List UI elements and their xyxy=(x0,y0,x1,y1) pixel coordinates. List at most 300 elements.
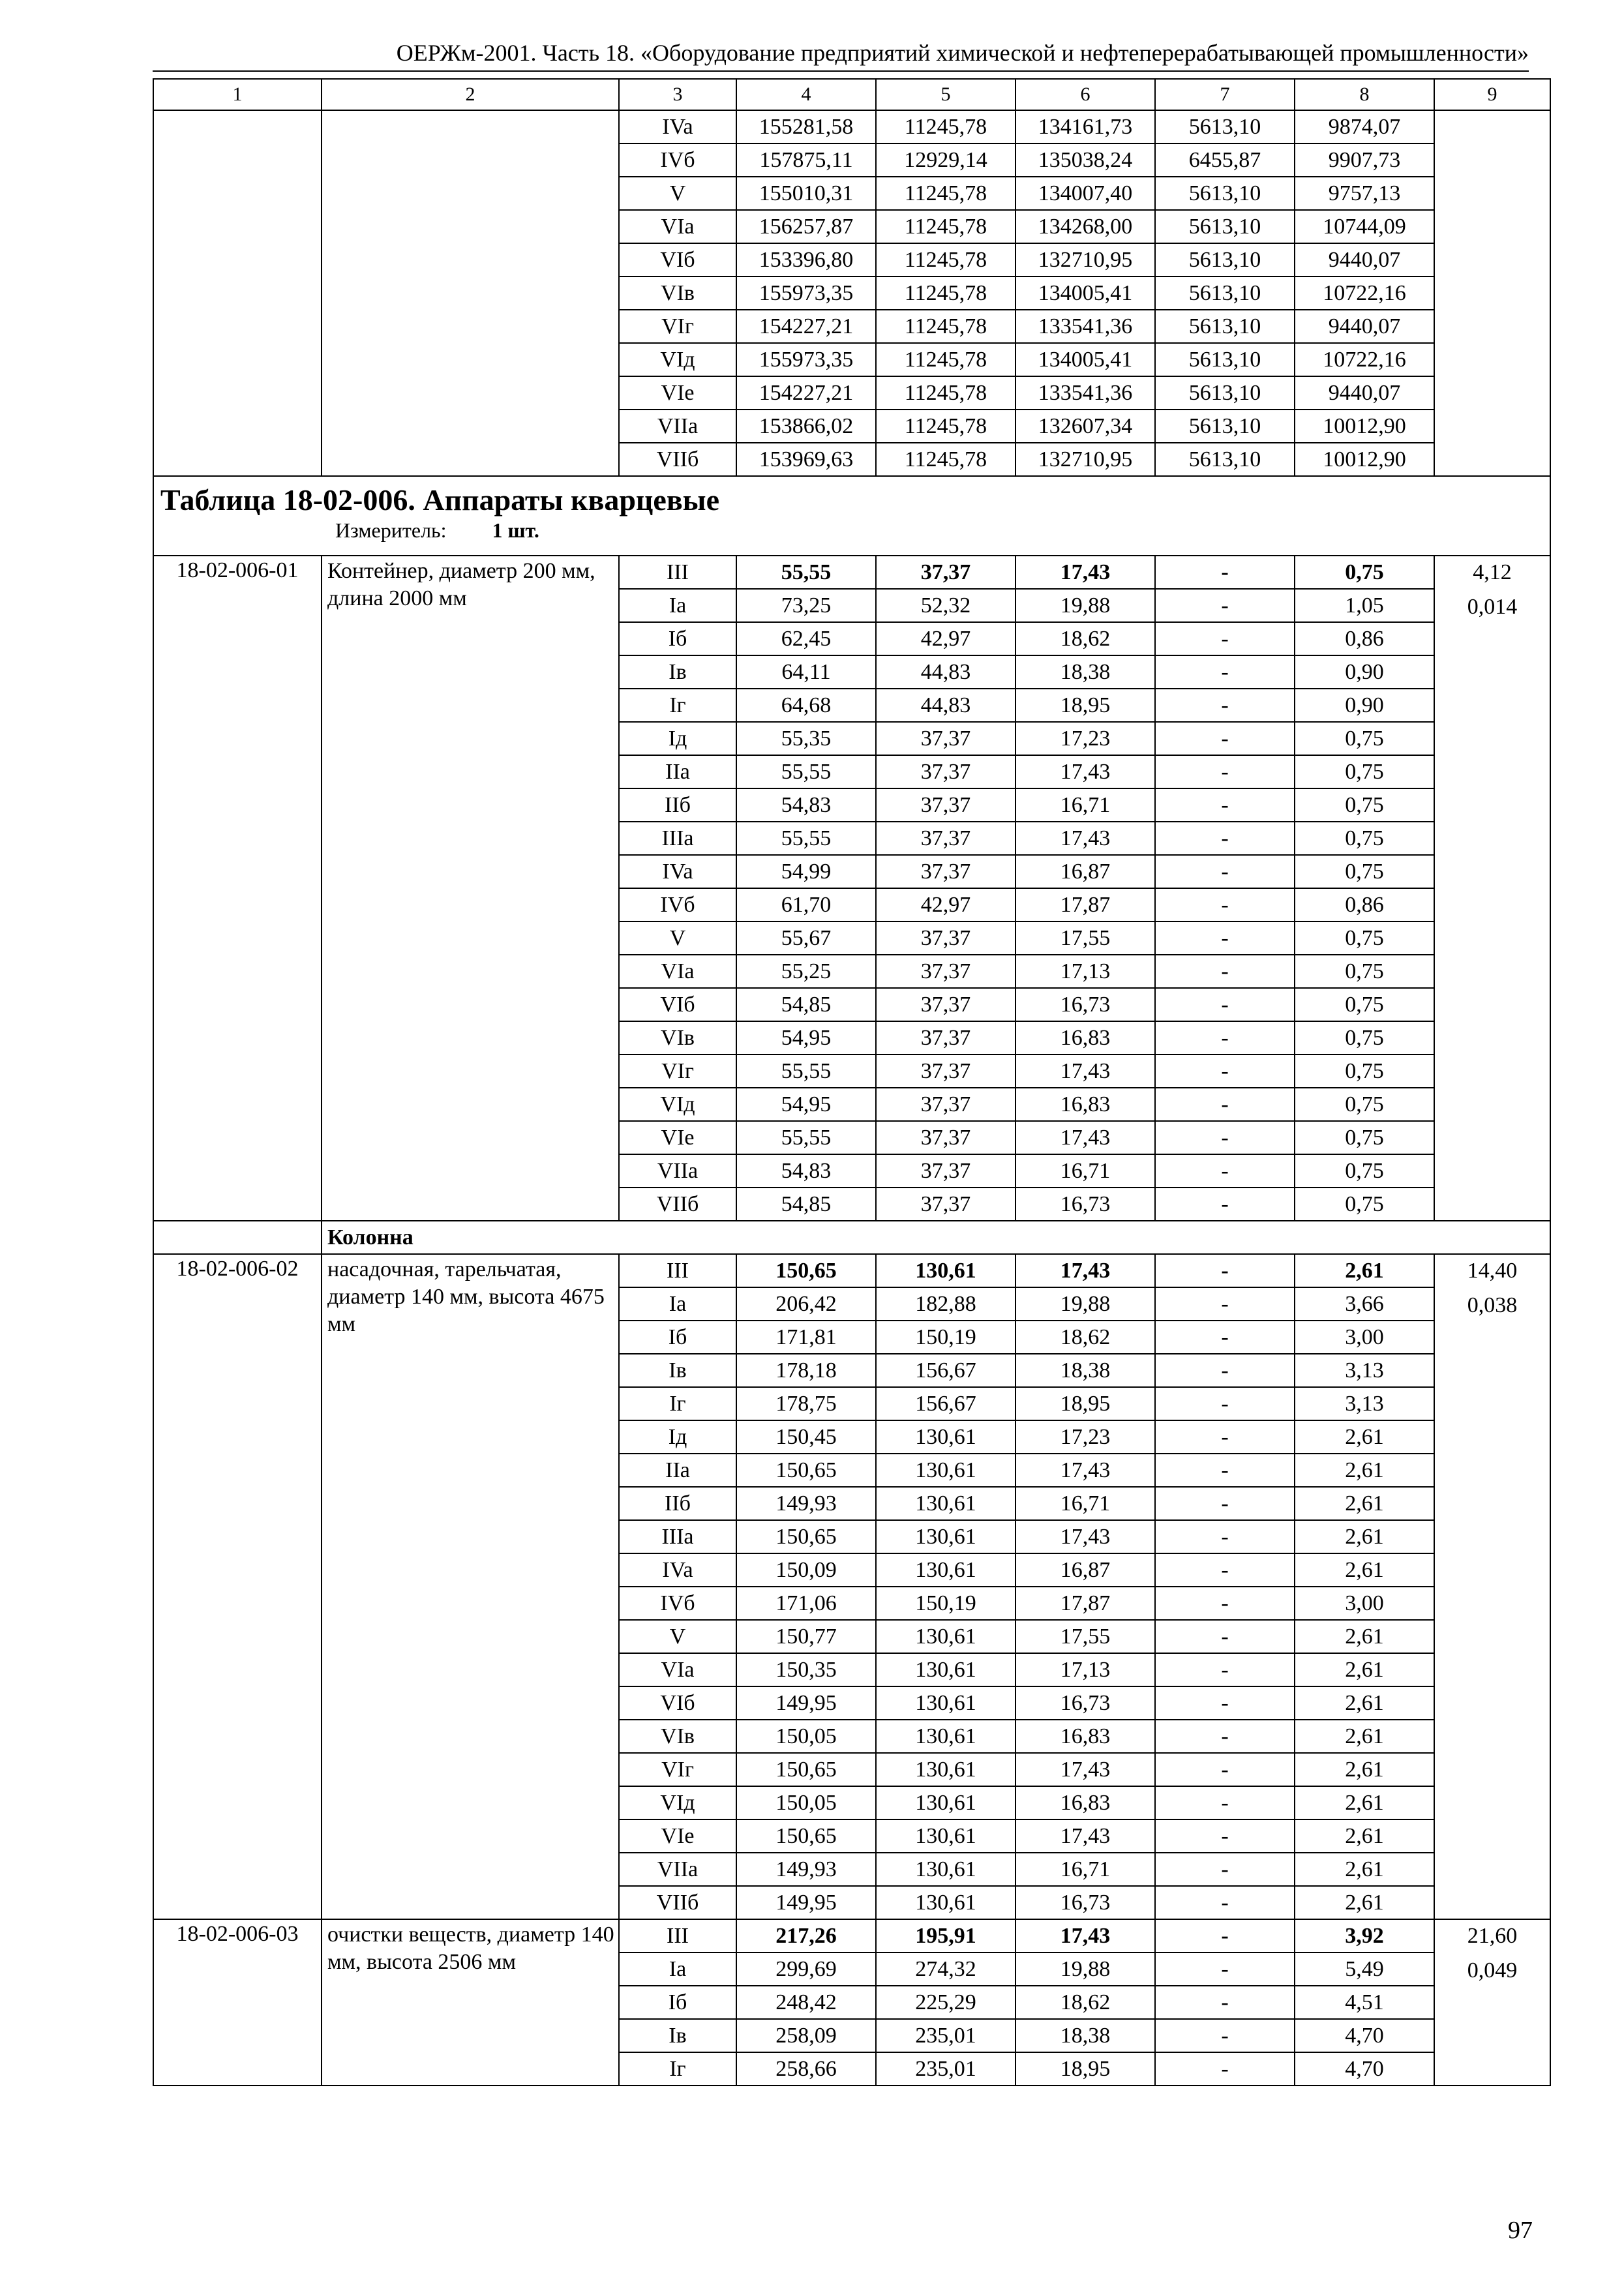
value-cell: - xyxy=(1155,1121,1295,1154)
value-cell: 11245,78 xyxy=(876,177,1015,210)
value-cell: 130,61 xyxy=(876,1487,1015,1520)
value-cell: 16,87 xyxy=(1015,855,1155,888)
value-cell: 2,61 xyxy=(1295,1819,1434,1853)
value-cell: 18,38 xyxy=(1015,2019,1155,2052)
zone-cell: V xyxy=(619,177,736,210)
table-row xyxy=(153,110,1550,143)
column-number: 4 xyxy=(736,79,876,110)
value-cell: 73,25 xyxy=(736,589,876,622)
table-body xyxy=(153,79,1550,2086)
zone-cell: Iв xyxy=(619,1354,736,1387)
value-cell: 178,18 xyxy=(736,1354,876,1387)
value-cell: 17,43 xyxy=(1015,556,1155,589)
value-cell: 130,61 xyxy=(876,1720,1015,1753)
value-cell: 10012,90 xyxy=(1295,410,1434,443)
value-cell: 134005,41 xyxy=(1015,277,1155,310)
value-cell: 17,55 xyxy=(1015,1620,1155,1653)
zone-cell: Iб xyxy=(619,1321,736,1354)
value-cell: 37,37 xyxy=(876,921,1015,955)
value-cell: 132607,34 xyxy=(1015,410,1155,443)
column-number-row xyxy=(153,79,1550,110)
page-header: ОЕРЖм-2001. Часть 18. «Оборудование предприятий химической и нефтеперерабатывающей промышленности» xyxy=(153,39,1529,72)
value-cell: 157875,11 xyxy=(736,143,876,177)
value-cell: 258,66 xyxy=(736,2052,876,2086)
value-cell: 150,65 xyxy=(736,1254,876,1287)
value-cell: 154227,21 xyxy=(736,310,876,343)
value-cell: 11245,78 xyxy=(876,310,1015,343)
value-cell: 16,71 xyxy=(1015,788,1155,822)
value-cell: 195,91 xyxy=(876,1919,1015,1952)
value-cell: 206,42 xyxy=(736,1287,876,1321)
value-cell: 4,51 xyxy=(1295,1986,1434,2019)
item-resource-cell xyxy=(1434,556,1550,1221)
value-cell: 134005,41 xyxy=(1015,343,1155,376)
value-cell: - xyxy=(1155,955,1295,988)
zone-cell: VIб xyxy=(619,1686,736,1720)
zone-cell: IIIa xyxy=(619,822,736,855)
value-cell: - xyxy=(1155,1021,1295,1055)
zone-cell: VIд xyxy=(619,1786,736,1819)
zone-cell: Iг xyxy=(619,689,736,722)
measure-label: Измеритель: xyxy=(335,518,447,542)
value-cell: 37,37 xyxy=(876,1188,1015,1221)
value-cell: 18,62 xyxy=(1015,622,1155,655)
value-cell: 11245,78 xyxy=(876,343,1015,376)
value-cell: 54,95 xyxy=(736,1021,876,1055)
item-resource-value: 0,038 xyxy=(1467,1293,1518,1317)
value-cell: 130,61 xyxy=(876,1786,1015,1819)
zone-cell: IIб xyxy=(619,788,736,822)
table-row xyxy=(153,1254,1550,1287)
value-cell: 150,09 xyxy=(736,1553,876,1587)
value-cell: 0,75 xyxy=(1295,1154,1434,1188)
value-cell: 11245,78 xyxy=(876,277,1015,310)
value-cell: 2,61 xyxy=(1295,1886,1434,1919)
value-cell: 17,43 xyxy=(1015,1055,1155,1088)
empty-cell xyxy=(1434,110,1550,476)
value-cell: 134268,00 xyxy=(1015,210,1155,243)
item-resource-value: 21,60 xyxy=(1467,1924,1518,1948)
column-number: 7 xyxy=(1155,79,1295,110)
value-cell: 17,43 xyxy=(1015,755,1155,788)
value-cell: 11245,78 xyxy=(876,376,1015,410)
value-cell: 55,67 xyxy=(736,921,876,955)
zone-cell: VIг xyxy=(619,1753,736,1786)
value-cell: 5,49 xyxy=(1295,1952,1434,1986)
value-cell: 2,61 xyxy=(1295,1786,1434,1819)
value-cell: 2,61 xyxy=(1295,1487,1434,1520)
value-cell: 42,97 xyxy=(876,622,1015,655)
value-cell: - xyxy=(1155,1587,1295,1620)
value-cell: - xyxy=(1155,1487,1295,1520)
zone-cell: VIIa xyxy=(619,1154,736,1188)
zone-cell: VIб xyxy=(619,243,736,277)
value-cell: 10012,90 xyxy=(1295,443,1434,476)
value-cell: 0,90 xyxy=(1295,689,1434,722)
value-cell: 17,87 xyxy=(1015,1587,1155,1620)
value-cell: 55,35 xyxy=(736,722,876,755)
value-cell: - xyxy=(1155,1620,1295,1653)
value-cell: 55,25 xyxy=(736,955,876,988)
value-cell: - xyxy=(1155,1986,1295,2019)
value-cell: 5613,10 xyxy=(1155,177,1295,210)
zone-cell: Ia xyxy=(619,1952,736,1986)
value-cell: 130,61 xyxy=(876,1686,1015,1720)
zone-cell: V xyxy=(619,1620,736,1653)
value-cell: 37,37 xyxy=(876,1121,1015,1154)
value-cell: 5613,10 xyxy=(1155,110,1295,143)
value-cell: 3,13 xyxy=(1295,1387,1434,1420)
value-cell: 130,61 xyxy=(876,1886,1015,1919)
value-cell: 9440,07 xyxy=(1295,243,1434,277)
value-cell: 11245,78 xyxy=(876,243,1015,277)
value-cell: 0,75 xyxy=(1295,1188,1434,1221)
value-cell: 37,37 xyxy=(876,1055,1015,1088)
value-cell: 16,71 xyxy=(1015,1853,1155,1886)
value-cell: 0,75 xyxy=(1295,921,1434,955)
value-cell: 17,43 xyxy=(1015,1819,1155,1853)
value-cell: 37,37 xyxy=(876,955,1015,988)
zone-cell: VIe xyxy=(619,376,736,410)
value-cell: 42,97 xyxy=(876,888,1015,921)
value-cell: 4,70 xyxy=(1295,2052,1434,2086)
value-cell: 274,32 xyxy=(876,1952,1015,1986)
value-cell: 61,70 xyxy=(736,888,876,921)
value-cell: 0,75 xyxy=(1295,955,1434,988)
value-cell: - xyxy=(1155,822,1295,855)
value-cell: 17,43 xyxy=(1015,1254,1155,1287)
zone-cell: VIв xyxy=(619,1720,736,1753)
table-title: Таблица 18-02-006. Аппараты кварцевые xyxy=(160,483,719,516)
table-row xyxy=(153,1919,1550,1952)
value-cell: 17,55 xyxy=(1015,921,1155,955)
value-cell: 150,65 xyxy=(736,1819,876,1853)
value-cell: 2,61 xyxy=(1295,1420,1434,1454)
zone-cell: VIд xyxy=(619,343,736,376)
value-cell: - xyxy=(1155,622,1295,655)
value-cell: 5613,10 xyxy=(1155,310,1295,343)
zone-cell: VIIa xyxy=(619,410,736,443)
value-cell: 156257,87 xyxy=(736,210,876,243)
value-cell: 0,86 xyxy=(1295,622,1434,655)
value-cell: - xyxy=(1155,1720,1295,1753)
value-cell: 16,87 xyxy=(1015,1553,1155,1587)
value-cell: 171,06 xyxy=(736,1587,876,1620)
value-cell: 0,75 xyxy=(1295,722,1434,755)
value-cell: 0,75 xyxy=(1295,988,1434,1021)
value-cell: - xyxy=(1155,1653,1295,1686)
value-cell: 3,00 xyxy=(1295,1321,1434,1354)
value-cell: 16,73 xyxy=(1015,1686,1155,1720)
value-cell: 55,55 xyxy=(736,1121,876,1154)
value-cell: 0,75 xyxy=(1295,556,1434,589)
value-cell: 150,35 xyxy=(736,1653,876,1686)
value-cell: 154227,21 xyxy=(736,376,876,410)
value-cell: 17,13 xyxy=(1015,955,1155,988)
zone-cell: IIa xyxy=(619,755,736,788)
value-cell: 18,38 xyxy=(1015,1354,1155,1387)
value-cell: 150,05 xyxy=(736,1720,876,1753)
value-cell: 0,75 xyxy=(1295,855,1434,888)
value-cell: 130,61 xyxy=(876,1520,1015,1553)
zone-cell: VIв xyxy=(619,1021,736,1055)
value-cell: 54,83 xyxy=(736,1154,876,1188)
column-number: 6 xyxy=(1015,79,1155,110)
column-number: 8 xyxy=(1295,79,1434,110)
value-cell: 37,37 xyxy=(876,988,1015,1021)
value-cell: - xyxy=(1155,689,1295,722)
value-cell: 155973,35 xyxy=(736,277,876,310)
value-cell: 2,61 xyxy=(1295,1720,1434,1753)
value-cell: 2,61 xyxy=(1295,1254,1434,1287)
zone-cell: VIe xyxy=(619,1121,736,1154)
value-cell: 217,26 xyxy=(736,1919,876,1952)
value-cell: - xyxy=(1155,755,1295,788)
value-cell: - xyxy=(1155,1819,1295,1853)
value-cell: 5613,10 xyxy=(1155,410,1295,443)
zone-cell: VIд xyxy=(619,1088,736,1121)
zone-cell: Iд xyxy=(619,1420,736,1454)
value-cell: 0,86 xyxy=(1295,888,1434,921)
value-cell: 44,83 xyxy=(876,689,1015,722)
value-cell: - xyxy=(1155,1853,1295,1886)
value-cell: 17,43 xyxy=(1015,1454,1155,1487)
value-cell: 130,61 xyxy=(876,1420,1015,1454)
value-cell: 37,37 xyxy=(876,1021,1015,1055)
zone-cell: IIIa xyxy=(619,1520,736,1553)
value-cell: 3,13 xyxy=(1295,1354,1434,1387)
column-number: 9 xyxy=(1434,79,1550,110)
value-cell: 135038,24 xyxy=(1015,143,1155,177)
page-number: 97 xyxy=(1508,2217,1533,2244)
value-cell: 171,81 xyxy=(736,1321,876,1354)
value-cell: 17,23 xyxy=(1015,1420,1155,1454)
value-cell: 149,95 xyxy=(736,1886,876,1919)
value-cell: 5613,10 xyxy=(1155,376,1295,410)
zone-cell: III xyxy=(619,556,736,589)
zone-cell: VIг xyxy=(619,310,736,343)
empty-cell xyxy=(153,1221,322,1254)
value-cell: 19,88 xyxy=(1015,1287,1155,1321)
value-cell: 2,61 xyxy=(1295,1520,1434,1553)
value-cell: 132710,95 xyxy=(1015,243,1155,277)
item-resource-value: 0,014 xyxy=(1467,595,1518,619)
value-cell: 9874,07 xyxy=(1295,110,1434,143)
value-cell: 10722,16 xyxy=(1295,343,1434,376)
zone-cell: Iв xyxy=(619,655,736,689)
value-cell: 17,43 xyxy=(1015,1121,1155,1154)
value-cell: 5613,10 xyxy=(1155,443,1295,476)
value-cell: 16,83 xyxy=(1015,1021,1155,1055)
zone-cell: V xyxy=(619,921,736,955)
value-cell: 18,95 xyxy=(1015,689,1155,722)
item-code: 18-02-006-01 xyxy=(153,556,322,1221)
value-cell: 10722,16 xyxy=(1295,277,1434,310)
zone-cell: IVa xyxy=(619,110,736,143)
value-cell: 235,01 xyxy=(876,2052,1015,2086)
item-resource-value: 4,12 xyxy=(1473,560,1512,584)
value-cell: - xyxy=(1155,1886,1295,1919)
value-cell: 37,37 xyxy=(876,1088,1015,1121)
value-cell: 55,55 xyxy=(736,755,876,788)
empty-cell xyxy=(153,110,322,476)
value-cell: 235,01 xyxy=(876,2019,1015,2052)
item-resource-cell xyxy=(1434,1254,1550,1919)
value-cell: 11245,78 xyxy=(876,410,1015,443)
item-code: 18-02-006-02 xyxy=(153,1254,322,1919)
zone-cell: IVб xyxy=(619,143,736,177)
value-cell: 130,61 xyxy=(876,1553,1015,1587)
value-cell: - xyxy=(1155,1553,1295,1587)
value-cell: - xyxy=(1155,1354,1295,1387)
value-cell: 130,61 xyxy=(876,1254,1015,1287)
value-cell: 62,45 xyxy=(736,622,876,655)
value-cell: - xyxy=(1155,1387,1295,1420)
value-cell: 130,61 xyxy=(876,1454,1015,1487)
item-code: 18-02-006-03 xyxy=(153,1919,322,2086)
value-cell: 16,83 xyxy=(1015,1786,1155,1819)
value-cell: 19,88 xyxy=(1015,589,1155,622)
value-cell: 0,75 xyxy=(1295,1021,1434,1055)
zone-cell: Iд xyxy=(619,722,736,755)
value-cell: 248,42 xyxy=(736,1986,876,2019)
value-cell: 0,75 xyxy=(1295,1055,1434,1088)
value-cell: 0,75 xyxy=(1295,1121,1434,1154)
subgroup-label: Колонна xyxy=(322,1221,1550,1254)
value-cell: 9440,07 xyxy=(1295,376,1434,410)
value-cell: 149,93 xyxy=(736,1853,876,1886)
value-cell: 0,90 xyxy=(1295,655,1434,689)
value-cell: 54,99 xyxy=(736,855,876,888)
value-cell: 5613,10 xyxy=(1155,277,1295,310)
value-cell: 225,29 xyxy=(876,1986,1015,2019)
zone-cell: IVб xyxy=(619,1587,736,1620)
value-cell: 16,73 xyxy=(1015,1188,1155,1221)
value-cell: 1,05 xyxy=(1295,589,1434,622)
value-cell: 156,67 xyxy=(876,1387,1015,1420)
item-description: насадочная, тарельчатая, диаметр 140 мм, высота 4675 мм xyxy=(322,1254,619,1919)
value-cell: 11245,78 xyxy=(876,443,1015,476)
item-resource-cell xyxy=(1434,1919,1550,2086)
value-cell: 2,61 xyxy=(1295,1620,1434,1653)
value-cell: 130,61 xyxy=(876,1819,1015,1853)
value-cell: 0,75 xyxy=(1295,755,1434,788)
value-cell: 10744,09 xyxy=(1295,210,1434,243)
value-cell: 64,11 xyxy=(736,655,876,689)
value-cell: 150,05 xyxy=(736,1786,876,1819)
value-cell: 52,32 xyxy=(876,589,1015,622)
value-cell: - xyxy=(1155,1188,1295,1221)
value-cell: - xyxy=(1155,1254,1295,1287)
value-cell: - xyxy=(1155,988,1295,1021)
measure-line xyxy=(335,517,1543,543)
value-cell: 11245,78 xyxy=(876,110,1015,143)
value-cell: - xyxy=(1155,788,1295,822)
zone-cell: Iг xyxy=(619,2052,736,2086)
value-cell: 0,75 xyxy=(1295,788,1434,822)
value-cell: 55,55 xyxy=(736,822,876,855)
table-row xyxy=(153,556,1550,589)
value-cell: - xyxy=(1155,921,1295,955)
zone-cell: IIa xyxy=(619,1454,736,1487)
value-cell: 149,95 xyxy=(736,1686,876,1720)
value-cell: 150,45 xyxy=(736,1420,876,1454)
value-cell: 2,61 xyxy=(1295,1853,1434,1886)
zone-cell: VIб xyxy=(619,988,736,1021)
value-cell: 17,23 xyxy=(1015,722,1155,755)
value-cell: 37,37 xyxy=(876,788,1015,822)
value-cell: 150,19 xyxy=(876,1321,1015,1354)
zone-cell: VIIб xyxy=(619,1886,736,1919)
value-cell: 54,85 xyxy=(736,1188,876,1221)
value-cell: 54,83 xyxy=(736,788,876,822)
value-cell: 37,37 xyxy=(876,722,1015,755)
value-cell: - xyxy=(1155,1919,1295,1952)
value-cell: - xyxy=(1155,2052,1295,2086)
zone-cell: VIa xyxy=(619,1653,736,1686)
value-cell: - xyxy=(1155,1753,1295,1786)
value-cell: 44,83 xyxy=(876,655,1015,689)
item-resource-value: 14,40 xyxy=(1467,1259,1518,1283)
value-cell: 17,13 xyxy=(1015,1653,1155,1686)
table-title-row xyxy=(153,476,1550,556)
value-cell: 18,38 xyxy=(1015,655,1155,689)
value-cell: 155973,35 xyxy=(736,343,876,376)
column-number: 2 xyxy=(322,79,619,110)
value-cell: 16,83 xyxy=(1015,1720,1155,1753)
column-number: 3 xyxy=(619,79,736,110)
value-cell: 9757,13 xyxy=(1295,177,1434,210)
value-cell: 155281,58 xyxy=(736,110,876,143)
value-cell: 37,37 xyxy=(876,556,1015,589)
value-cell: 134007,40 xyxy=(1015,177,1155,210)
value-cell: 2,61 xyxy=(1295,1553,1434,1587)
column-number: 5 xyxy=(876,79,1015,110)
zone-cell: Iв xyxy=(619,2019,736,2052)
value-cell: 9440,07 xyxy=(1295,310,1434,343)
value-cell: 16,73 xyxy=(1015,988,1155,1021)
zone-cell: Ia xyxy=(619,1287,736,1321)
value-cell: 2,61 xyxy=(1295,1753,1434,1786)
value-cell: 150,65 xyxy=(736,1454,876,1487)
value-cell: 37,37 xyxy=(876,855,1015,888)
value-cell: 4,70 xyxy=(1295,2019,1434,2052)
value-cell: 132710,95 xyxy=(1015,443,1155,476)
value-cell: 5613,10 xyxy=(1155,210,1295,243)
value-cell: - xyxy=(1155,722,1295,755)
value-cell: - xyxy=(1155,1454,1295,1487)
column-number: 1 xyxy=(153,79,322,110)
value-cell: 130,61 xyxy=(876,1653,1015,1686)
value-cell: 134161,73 xyxy=(1015,110,1155,143)
value-cell: - xyxy=(1155,1520,1295,1553)
value-cell: 153866,02 xyxy=(736,410,876,443)
zone-cell: IVa xyxy=(619,855,736,888)
price-table xyxy=(153,78,1551,2086)
value-cell: 37,37 xyxy=(876,755,1015,788)
value-cell: 130,61 xyxy=(876,1853,1015,1886)
value-cell: 18,62 xyxy=(1015,1986,1155,2019)
measure-value: 1 шт. xyxy=(492,518,539,542)
value-cell: 54,85 xyxy=(736,988,876,1021)
value-cell: - xyxy=(1155,1154,1295,1188)
value-cell: 153969,63 xyxy=(736,443,876,476)
zone-cell: VIIб xyxy=(619,1188,736,1221)
zone-cell: VIe xyxy=(619,1819,736,1853)
value-cell: 12929,14 xyxy=(876,143,1015,177)
value-cell: 258,09 xyxy=(736,2019,876,2052)
value-cell: 16,73 xyxy=(1015,1886,1155,1919)
